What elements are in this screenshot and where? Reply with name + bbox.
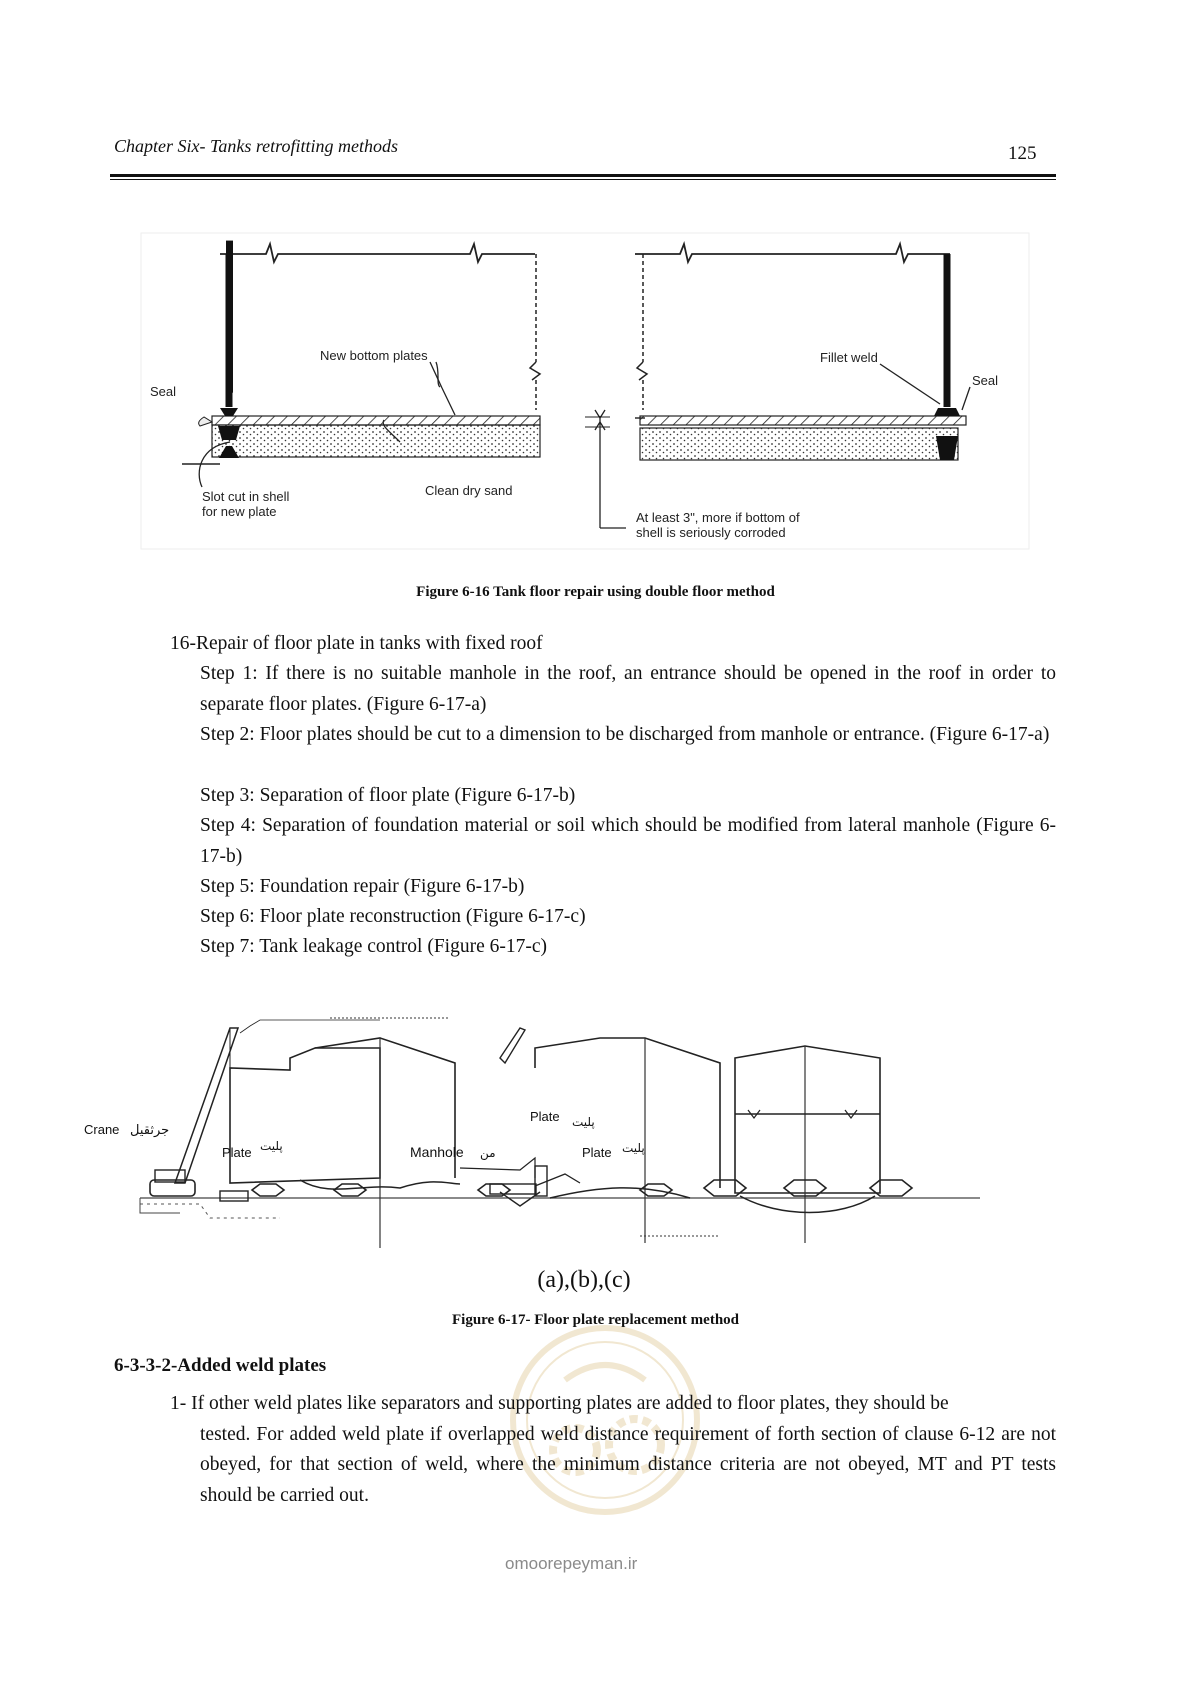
- figure-6-17-subcaption: (a),(b),(c): [537, 1267, 631, 1293]
- label-crane-fa: جرثقیل: [130, 1122, 170, 1137]
- label-at-least-2: shell is seriously corroded: [636, 525, 786, 540]
- label-plate-fa-a: پلیت: [260, 1139, 283, 1153]
- label-plate-en-a: Plate: [222, 1145, 252, 1160]
- label-seal-right: Seal: [972, 373, 999, 388]
- label-plate-fa-b-top: پلیت: [572, 1115, 595, 1129]
- header-rule-thin: [110, 179, 1056, 180]
- paragraph-continuation: tested. For added weld plate if overlapped weld distance requirement of forth section of clause 6-12 are not obeyed, for that section of weld, where the minimum distance criteria are not obeyed, MT and PT tests should be carried out.: [200, 1423, 1056, 1506]
- step-7: Step 7: Tank leakage control (Figure 6-17-c): [200, 936, 548, 957]
- label-plate-en-b-top: Plate: [530, 1109, 560, 1124]
- step-6: Step 6: Floor plate reconstruction (Figure 6-17-c): [200, 906, 586, 927]
- tank-b: [460, 1028, 720, 1243]
- step-2: Step 2: Floor plates should be cut to a dimension to be discharged from manhole or entrance. (Figure 6-17-a): [200, 724, 1050, 745]
- label-slot-cut-1: Slot cut in shell: [202, 489, 290, 504]
- label-slot-cut-2: for new plate: [202, 504, 277, 519]
- page-number: 125: [1008, 143, 1037, 164]
- running-head: Chapter Six- Tanks retrofitting methods: [114, 136, 399, 156]
- step-1: Step 1: If there is no suitable manhole in the roof, an entrance should be opened in the roof in order to separate floor plates. (Figure 6-17-a): [200, 663, 1056, 715]
- step-4: Step 4: Separation of foundation material or soil which should be modified from lateral manhole (Figure 6-17-b): [200, 815, 1056, 867]
- label-clean-dry-sand: Clean dry sand: [425, 483, 513, 498]
- step-3: Step 3: Separation of floor plate (Figure 6-17-b): [200, 785, 576, 806]
- label-new-bottom-plates: New bottom plates: [320, 348, 428, 363]
- left-tank-detail: [182, 241, 540, 487]
- label-manhole-en: Manhole: [410, 1144, 464, 1160]
- label-seal-left: Seal: [150, 384, 177, 399]
- tank-c: [735, 1046, 880, 1243]
- section-16-title: 16-Repair of floor plate in tanks with fixed roof: [170, 633, 543, 654]
- added-weld-plates-paragraph: [170, 1389, 1056, 1511]
- tank-a: [140, 1020, 460, 1248]
- header-rule-thick: [110, 174, 1056, 177]
- label-crane-en: Crane: [84, 1122, 120, 1137]
- figure-6-16-caption: Figure 6-16 Tank floor repair using double floor method: [416, 584, 775, 600]
- label-fillet-weld: Fillet weld: [820, 350, 878, 365]
- step-5: Step 5: Foundation repair (Figure 6-17-b): [200, 876, 525, 897]
- figure-6-17-caption: Figure 6-17- Floor plate replacement method: [451, 1312, 740, 1328]
- label-plate-en-b: Plate: [582, 1145, 612, 1160]
- figure-6-17-diagram: [80, 1008, 990, 1258]
- watermark-url: omoorepeyman.ir: [505, 1554, 638, 1573]
- label-at-least-1: At least 3", more if bottom of: [636, 510, 800, 525]
- label-manhole-fa: من: [480, 1146, 496, 1160]
- section-heading: 6-3-3-2-Added weld plates: [114, 1355, 327, 1376]
- label-plate-fa-b: پلیت: [622, 1141, 645, 1155]
- paragraph-first-line: 1- If other weld plates like separators and supporting plates are added to floor plates, they should be: [170, 1393, 949, 1414]
- right-tank-detail: [585, 244, 970, 528]
- figure-6-16-diagram: [140, 232, 1030, 550]
